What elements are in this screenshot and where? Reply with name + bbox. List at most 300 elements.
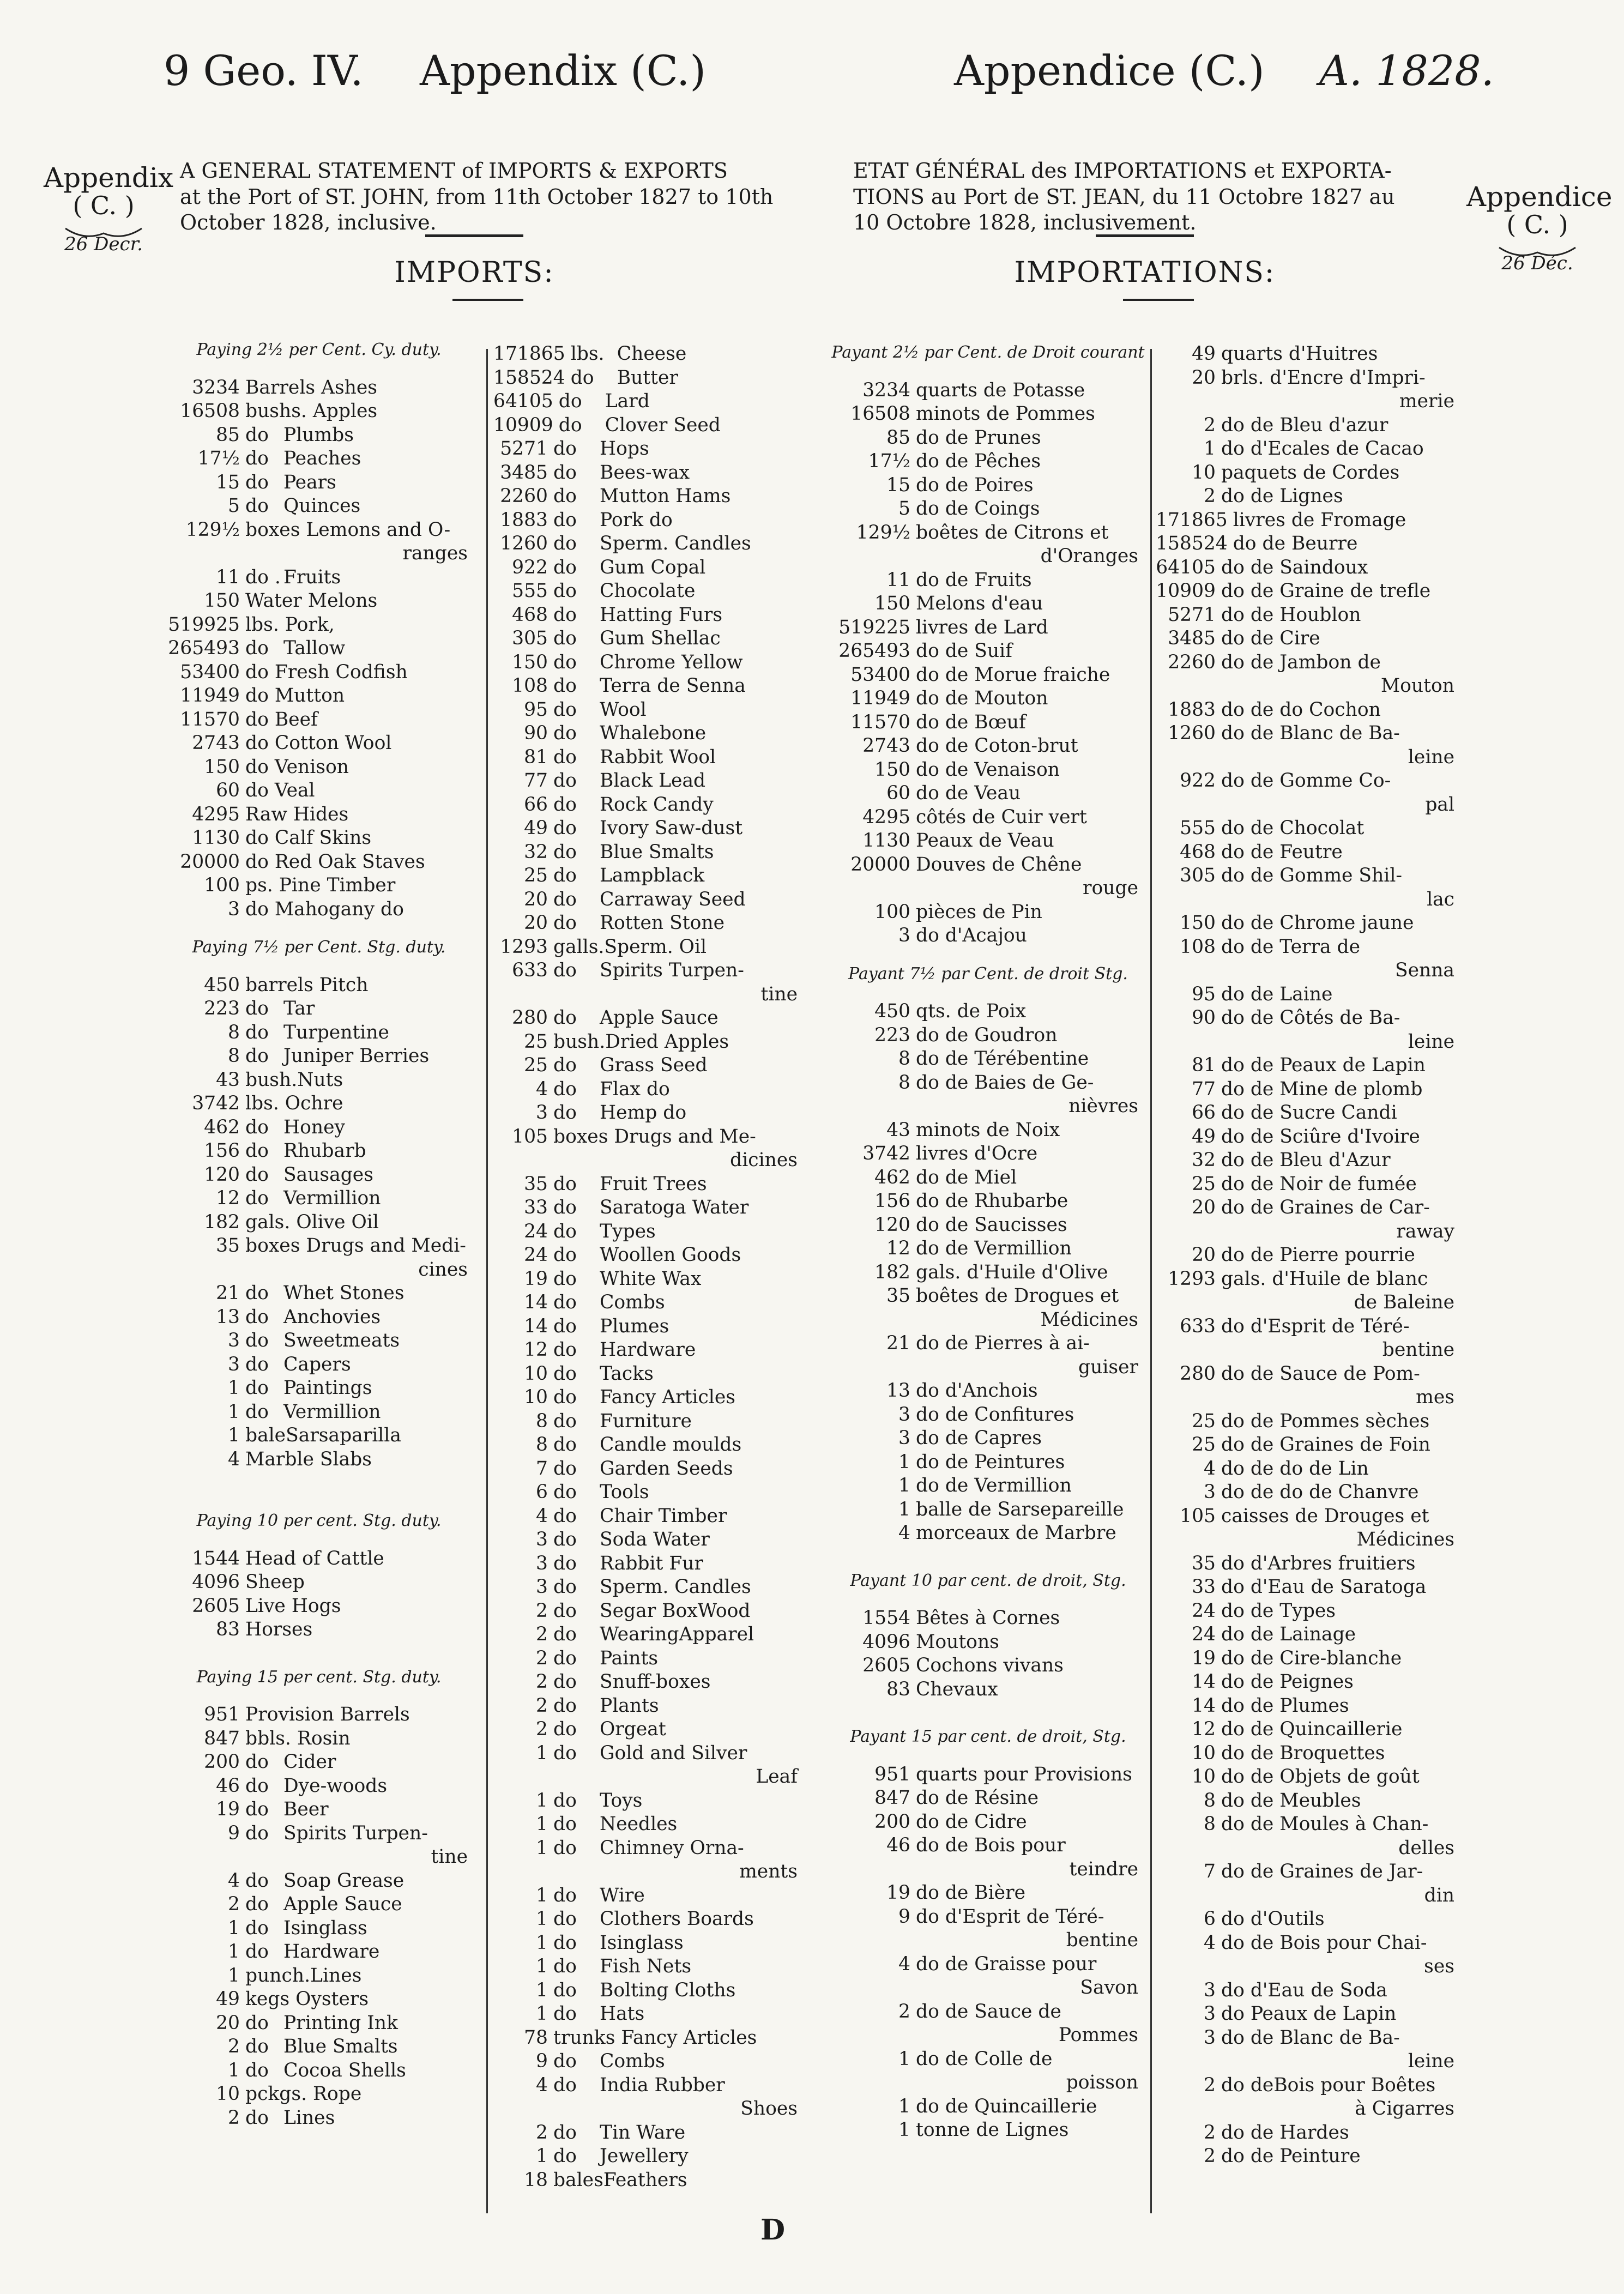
- entry-quantity: 633: [512, 959, 548, 981]
- entry-item: do d'Anchois: [916, 1380, 1038, 1402]
- entry-quantity: 1: [536, 1789, 548, 1812]
- entry-row: [1156, 1694, 1461, 1718]
- entry-quantity: 60: [886, 782, 910, 804]
- entry-quantity: 1: [536, 1742, 548, 1764]
- entry-item: bushs. Apples: [245, 400, 378, 422]
- entry-unit: do: [245, 1893, 269, 1915]
- entry-item: Fish Nets: [600, 1955, 692, 1977]
- entry-continuation: [1156, 959, 1461, 983]
- entry-quantity: 3: [228, 1330, 240, 1351]
- entry-row: [493, 1125, 804, 1149]
- imports-heading: IMPORTS:: [394, 256, 554, 289]
- entry-row: [493, 1006, 804, 1030]
- entry-item: qts. de Poix: [916, 1000, 1027, 1022]
- entry-item: do de Venaison: [916, 758, 1060, 781]
- entry-quantity: 555: [1180, 817, 1216, 839]
- entry-item: ranges: [402, 542, 468, 564]
- entry-unit: do: [553, 1386, 577, 1408]
- entry-row: [493, 509, 804, 533]
- entry-item: do d'Acajou: [916, 925, 1027, 946]
- entry-quantity: 35: [524, 1173, 548, 1195]
- entry-row: [164, 898, 474, 922]
- entry-item: Vermillion: [283, 1400, 381, 1423]
- entry-unit: do: [553, 698, 577, 721]
- entry-item: do de Côtés de Ba-: [1221, 1007, 1400, 1029]
- importations-column-1: [831, 341, 1145, 2142]
- entry-item: Médicines: [1040, 1308, 1138, 1331]
- entry-item: Hardware: [600, 1339, 696, 1361]
- entry-unit: do: [553, 2050, 577, 2072]
- entry-row: [493, 2074, 804, 2098]
- entry-row: [1156, 437, 1461, 461]
- entry-quantity: [1156, 746, 1221, 770]
- entry-item: do d'Arbres fruitiers: [1221, 1552, 1416, 1574]
- entry-item: do Venison: [245, 756, 349, 778]
- entry-row: [831, 924, 1145, 948]
- entry-row: [831, 1284, 1145, 1308]
- entry-item: do de do de Chanvre: [1221, 1481, 1419, 1503]
- entry-row: [831, 1166, 1145, 1190]
- entry-row: [493, 2002, 804, 2026]
- entry-item: do de Jambon de: [1221, 651, 1381, 673]
- entry-quantity: 108: [512, 675, 548, 697]
- entry-item: côtés de Cuir vert: [916, 806, 1087, 828]
- entry-quantity: 1554: [862, 1607, 910, 1629]
- entry-quantity: 3: [898, 925, 910, 946]
- entry-quantity: 3: [228, 1353, 240, 1375]
- margin-appendice-letter: ( C. ): [1506, 209, 1568, 239]
- entry-item: livres de Fromage: [1233, 509, 1406, 531]
- entry-item: do de Broquettes: [1221, 1742, 1385, 1764]
- entry-unit: do: [553, 509, 577, 531]
- entry-row: [1156, 1149, 1461, 1173]
- entry-row: [493, 1386, 804, 1410]
- entry-unit: do: [570, 366, 594, 389]
- entry-row: [1156, 2145, 1461, 2169]
- entry-unit: bale: [245, 1424, 286, 1446]
- entry-row: [493, 1575, 804, 1599]
- entry-item: Hatting Furs: [600, 603, 723, 626]
- entry-item: do de Bière: [916, 1882, 1026, 1904]
- entry-item: Sperm. Candles: [600, 533, 751, 554]
- entry-item: Toys: [600, 1789, 643, 1812]
- entry-quantity: 1: [898, 2048, 910, 2070]
- entry-unit: do: [245, 424, 269, 446]
- entry-row: [493, 1718, 804, 1742]
- entry-item: Wire: [600, 1884, 645, 1906]
- entry-row: [164, 471, 474, 495]
- entry-quantity: 85: [886, 426, 910, 449]
- entry-item: Pork do: [600, 509, 673, 531]
- entry-unit: do: [245, 1751, 269, 1773]
- entry-item: do de Bois pour Chai-: [1221, 1931, 1427, 1954]
- entry-quantity: 32: [524, 841, 548, 863]
- entry-row: [493, 437, 804, 461]
- entry-quantity: [1156, 2050, 1221, 2074]
- entry-quantity: 223: [204, 998, 240, 1019]
- entry-row: [1156, 603, 1461, 627]
- entry-row: [493, 1078, 804, 1102]
- entry-unit: do: [553, 1434, 577, 1456]
- entry-item: Savon: [1080, 1977, 1138, 1999]
- entry-quantity: 3: [898, 1427, 910, 1449]
- entry-item: boxes Lemons and O-: [245, 518, 451, 541]
- entry-quantity: [1156, 1884, 1221, 1908]
- entry-quantity: 171865: [1156, 509, 1228, 531]
- entry-quantity: 951: [204, 1704, 240, 1725]
- spacer: [831, 948, 1145, 962]
- entry-row: [1156, 414, 1461, 438]
- entry-item: leine: [1408, 1030, 1454, 1053]
- entry-item: d'Oranges: [1040, 545, 1138, 567]
- entry-item: Horses: [245, 1619, 313, 1640]
- entry-item: Spirits Turpen-: [283, 1822, 428, 1844]
- entry-quantity: 450: [874, 1000, 910, 1022]
- entry-quantity: [493, 2097, 553, 2121]
- entry-row: [164, 1424, 474, 1448]
- entry-quantity: 95: [524, 698, 548, 721]
- entry-item: Paints: [600, 1647, 659, 1669]
- entry-item: Tools: [600, 1481, 649, 1503]
- entry-item: do de Feutre: [1221, 841, 1343, 863]
- entry-quantity: 150: [874, 758, 910, 781]
- entry-unit: do: [553, 770, 577, 792]
- entry-item: do de Mouton: [916, 687, 1048, 709]
- entry-row: [1156, 1054, 1461, 1078]
- entry-item: gals. Olive Oil: [245, 1211, 379, 1233]
- entry-continuation: [1156, 1386, 1461, 1410]
- entry-item: Ivory Saw-dust: [600, 817, 743, 839]
- entry-item: bbls. Rosin: [245, 1727, 351, 1749]
- entry-item: boxes Drugs and Medi-: [245, 1235, 466, 1257]
- entry-quantity: 25: [524, 865, 548, 886]
- entry-row: [493, 1907, 804, 1931]
- entry-row: [164, 1869, 474, 1893]
- entry-row: [164, 732, 474, 756]
- entry-row: [1156, 651, 1461, 675]
- entry-row: [831, 1631, 1145, 1655]
- entry-quantity: 9: [898, 1905, 910, 1928]
- entry-item: Provision Barrels: [245, 1704, 410, 1725]
- entry-row: [164, 376, 474, 400]
- entry-quantity: 1: [898, 2095, 910, 2117]
- entry-quantity: 25: [524, 1030, 548, 1053]
- entry-unit: do: [245, 2059, 269, 2081]
- entry-row: [1156, 1315, 1461, 1339]
- entry-row: [831, 901, 1145, 925]
- entry-quantity: 4096: [862, 1631, 910, 1653]
- entry-row: [493, 817, 804, 841]
- entry-quantity: 24: [1192, 1599, 1216, 1622]
- entry-row: [1156, 579, 1461, 603]
- entry-quantity: 3485: [500, 461, 548, 484]
- entry-continuation: [831, 2071, 1145, 2095]
- entry-item: Douves de Chêne: [916, 853, 1082, 876]
- entry-row: [493, 1837, 804, 1861]
- entry-quantity: 158524: [493, 366, 565, 389]
- entry-item: do de Quincaillerie: [1221, 1718, 1403, 1740]
- entry-quantity: 24: [1192, 1623, 1216, 1645]
- entry-row: [831, 1498, 1145, 1522]
- entry-item: Bees-wax: [600, 461, 690, 484]
- entry-quantity: 8: [536, 1410, 548, 1432]
- entry-unit: do: [553, 1979, 577, 2001]
- entry-row: [164, 566, 474, 590]
- entry-quantity: 85: [216, 424, 240, 446]
- entry-item: Needles: [600, 1813, 678, 1835]
- entry-quantity: 1: [228, 2059, 240, 2081]
- entry-quantity: 1883: [1168, 698, 1216, 721]
- entry-unit: do: [553, 746, 577, 768]
- entry-row: [831, 1953, 1145, 1977]
- entry-row: [164, 2035, 474, 2059]
- entry-unit: do: [245, 1045, 269, 1067]
- entry-row: [493, 1101, 804, 1125]
- entry-item: do de Pierres à ai-: [916, 1332, 1090, 1354]
- entry-item: do de Noir de fumée: [1221, 1173, 1417, 1195]
- entry-row: [1156, 722, 1461, 746]
- entry-quantity: 4: [898, 1522, 910, 1544]
- entry-row: [493, 769, 804, 793]
- entry-item: do de Vermillion: [916, 1475, 1072, 1496]
- entry-quantity: 2: [898, 2000, 910, 2023]
- entry-unit: do: [553, 485, 577, 507]
- entry-quantity: 1: [898, 2119, 910, 2141]
- entry-row: [164, 494, 474, 518]
- entry-quantity: 83: [216, 1619, 240, 1640]
- entry-row: [1156, 366, 1461, 390]
- entry-item: Chair Timber: [600, 1505, 727, 1527]
- entry-continuation: [831, 877, 1145, 901]
- entry-item: Rotten Stone: [600, 912, 725, 934]
- entry-quantity: 1544: [192, 1547, 240, 1569]
- entry-quantity: 12: [886, 1237, 910, 1259]
- entry-quantity: 1: [228, 1424, 240, 1446]
- entry-item: Turpentine: [283, 1021, 389, 1043]
- entry-quantity: 8: [1204, 1813, 1216, 1835]
- entry-quantity: 1: [536, 1837, 548, 1859]
- entry-item: brls. d'Encre d'Impri-: [1221, 366, 1426, 389]
- entry-item: Carraway Seed: [600, 888, 746, 910]
- entry-row: [164, 1116, 474, 1140]
- entry-row: [1156, 2002, 1461, 2026]
- entry-item: Flax do: [600, 1078, 670, 1100]
- entry-item: Moutons: [916, 1631, 999, 1653]
- entry-item: à Cigarres: [1355, 2098, 1454, 2120]
- entry-item: do de Moules à Chan-: [1221, 1813, 1429, 1835]
- entry-quantity: 2605: [862, 1655, 910, 1676]
- entry-quantity: 3: [1204, 1979, 1216, 2001]
- entry-quantity: 2: [536, 1718, 548, 1740]
- entry-item: pal: [1425, 793, 1454, 816]
- entry-row: [831, 1474, 1145, 1498]
- entry-item: do de Saindoux: [1221, 556, 1368, 578]
- entry-row: [831, 1810, 1145, 1834]
- entry-unit: do: [553, 2145, 577, 2167]
- entry-unit: do: [245, 1941, 269, 1963]
- entry-quantity: 46: [216, 1774, 240, 1797]
- entry-quantity: 20: [1192, 1197, 1216, 1218]
- entry-row: [164, 424, 474, 448]
- entry-quantity: 1: [228, 1400, 240, 1423]
- entry-quantity: 3485: [1168, 627, 1216, 649]
- entry-quantity: 1: [536, 1908, 548, 1930]
- importations-heading: IMPORTATIONS:: [1014, 256, 1276, 289]
- entry-item: Wool: [600, 698, 647, 721]
- entry-item: Lard: [605, 390, 650, 412]
- entry-quantity: 35: [1192, 1552, 1216, 1574]
- entry-quantity: 1130: [192, 827, 240, 849]
- entry-item: Beer: [283, 1798, 329, 1820]
- entry-unit: do: [553, 1576, 577, 1598]
- entry-item: Marble Slabs: [245, 1448, 372, 1470]
- entry-continuation: [1156, 2050, 1461, 2074]
- entry-row: [831, 639, 1145, 663]
- margin-appendix-label: Appendix: [44, 162, 174, 194]
- entry-row: [1156, 1196, 1461, 1220]
- entry-unit: do: [245, 1798, 269, 1820]
- entry-item: do Beef: [245, 708, 318, 731]
- entry-quantity: 1: [536, 1813, 548, 1835]
- header-session: 9 Geo. IV.: [164, 46, 364, 95]
- spacer: [831, 986, 1145, 1000]
- entry-row: [493, 1362, 804, 1386]
- entry-quantity: 171865: [493, 343, 565, 365]
- entry-item: minots de Noix: [916, 1119, 1060, 1141]
- entry-item: Honey: [283, 1116, 345, 1138]
- entry-quantity: 3: [1204, 2026, 1216, 2049]
- entry-unit: do: [553, 888, 577, 910]
- entry-item: Fruit Trees: [600, 1173, 707, 1195]
- spacer: [164, 1533, 474, 1547]
- duty-heading: Paying 10 per cent. Stg. duty.: [196, 1511, 442, 1530]
- entry-unit: do: [553, 2074, 577, 2096]
- entry-item: do de Objets de goût: [1221, 1766, 1420, 1788]
- entry-quantity: [1156, 1955, 1221, 1979]
- entry-continuation: [164, 1845, 474, 1869]
- entry-quantity: 922: [1180, 770, 1216, 792]
- entry-row: [164, 2012, 474, 2036]
- entry-row: [1156, 509, 1461, 533]
- entry-continuation: [164, 1258, 474, 1282]
- entry-quantity: 33: [1192, 1576, 1216, 1598]
- entry-quantity: 49: [524, 817, 548, 839]
- entry-row: [1156, 983, 1461, 1007]
- entry-item: Hemp do: [600, 1102, 687, 1124]
- entry-item: gals. d'Huile de blanc: [1221, 1267, 1428, 1290]
- entry-item: Mouton: [1380, 675, 1454, 697]
- entry-quantity: [831, 1356, 916, 1380]
- entry-quantity: 120: [204, 1163, 240, 1186]
- entry-row: [164, 1618, 474, 1642]
- entry-row: [831, 1379, 1145, 1403]
- entry-quantity: [1156, 1386, 1221, 1410]
- entry-quantity: 2605: [192, 1595, 240, 1617]
- entry-quantity: [493, 1149, 553, 1173]
- entry-item: do de Graines de Jar-: [1221, 1861, 1423, 1882]
- entry-continuation: [831, 1976, 1145, 2000]
- entry-row: [831, 497, 1145, 521]
- entry-quantity: [1156, 1291, 1221, 1315]
- entry-item: tine: [760, 983, 798, 1005]
- entry-row: [1156, 461, 1461, 485]
- entry-item: Rhubarb: [283, 1140, 366, 1162]
- entry-row: [831, 2095, 1145, 2119]
- entry-quantity: 951: [874, 1763, 910, 1785]
- entry-quantity: 4: [536, 1505, 548, 1527]
- entry-quantity: 13: [886, 1380, 910, 1402]
- entry-quantity: 25: [1192, 1434, 1216, 1456]
- entry-unit: do: [553, 1529, 577, 1550]
- entry-quantity: 10: [524, 1362, 548, 1385]
- entry-item: Juniper Berries: [283, 1045, 430, 1067]
- entry-item: Apple Sauce: [283, 1893, 402, 1915]
- entry-quantity: 6: [1204, 1908, 1216, 1930]
- entry-row: [164, 1571, 474, 1595]
- entry-unit: do: [558, 414, 582, 436]
- entry-unit: do: [245, 1306, 269, 1328]
- entry-item: leine: [1408, 2050, 1454, 2072]
- entry-unit: do: [553, 556, 577, 578]
- entry-item: do Mahogany do: [245, 898, 404, 920]
- entry-row: [831, 734, 1145, 758]
- entry-row: [1156, 769, 1461, 793]
- entry-unit: do: [553, 1362, 577, 1385]
- entry-item: Jewellery: [600, 2145, 689, 2167]
- margin-appendix-letter: ( C. ): [73, 190, 135, 220]
- entry-unit: do: [245, 1140, 269, 1162]
- entry-row: [164, 1917, 474, 1941]
- column-divider: [486, 349, 488, 2213]
- entry-item: Tar: [283, 998, 315, 1019]
- entry-unit: do: [245, 2106, 269, 2129]
- entry-item: leine: [1408, 746, 1454, 768]
- entry-row: [1156, 1243, 1461, 1267]
- entry-row: [1156, 1789, 1461, 1813]
- entry-quantity: 9: [228, 1822, 240, 1844]
- entry-item: Plumes: [600, 1315, 669, 1337]
- entry-item: Apple Sauce: [600, 1007, 719, 1029]
- entry-row: [493, 1647, 804, 1671]
- entry-row: [831, 1678, 1145, 1702]
- entry-row: [1156, 1410, 1461, 1434]
- entry-row: [493, 1410, 804, 1434]
- entry-item: do Veal: [245, 780, 315, 801]
- entry-item: teindre: [1069, 1858, 1138, 1880]
- entry-unit: do: [553, 651, 577, 673]
- entry-unit: do: [245, 1116, 269, 1138]
- entry-row: [493, 532, 804, 556]
- entry-quantity: 8: [228, 1021, 240, 1043]
- entry-row: [164, 1400, 474, 1424]
- entry-item: Candle moulds: [600, 1434, 742, 1456]
- entry-row: [493, 1955, 804, 1979]
- entry-row: [493, 651, 804, 675]
- entry-row: [831, 2048, 1145, 2072]
- entry-item: balle de Sarsepareille: [916, 1498, 1124, 1520]
- brace-ornament-icon: [44, 219, 164, 235]
- entry-quantity: 519225: [838, 616, 910, 638]
- entry-item: do de Saucisses: [916, 1214, 1067, 1236]
- entry-quantity: 3: [536, 1576, 548, 1598]
- entry-item: do de Fruits: [916, 569, 1032, 591]
- french-title-line: TIONS au Port de ST. JEAN, du 11 Octobre 1827 au: [853, 184, 1395, 209]
- entry-item: Terra de Senna: [600, 675, 746, 697]
- entry-item: do de Plumes: [1221, 1694, 1349, 1717]
- margin-note-right: [1466, 181, 1613, 274]
- entry-item: Lampblack: [600, 865, 705, 886]
- entry-quantity: 53400: [850, 663, 910, 686]
